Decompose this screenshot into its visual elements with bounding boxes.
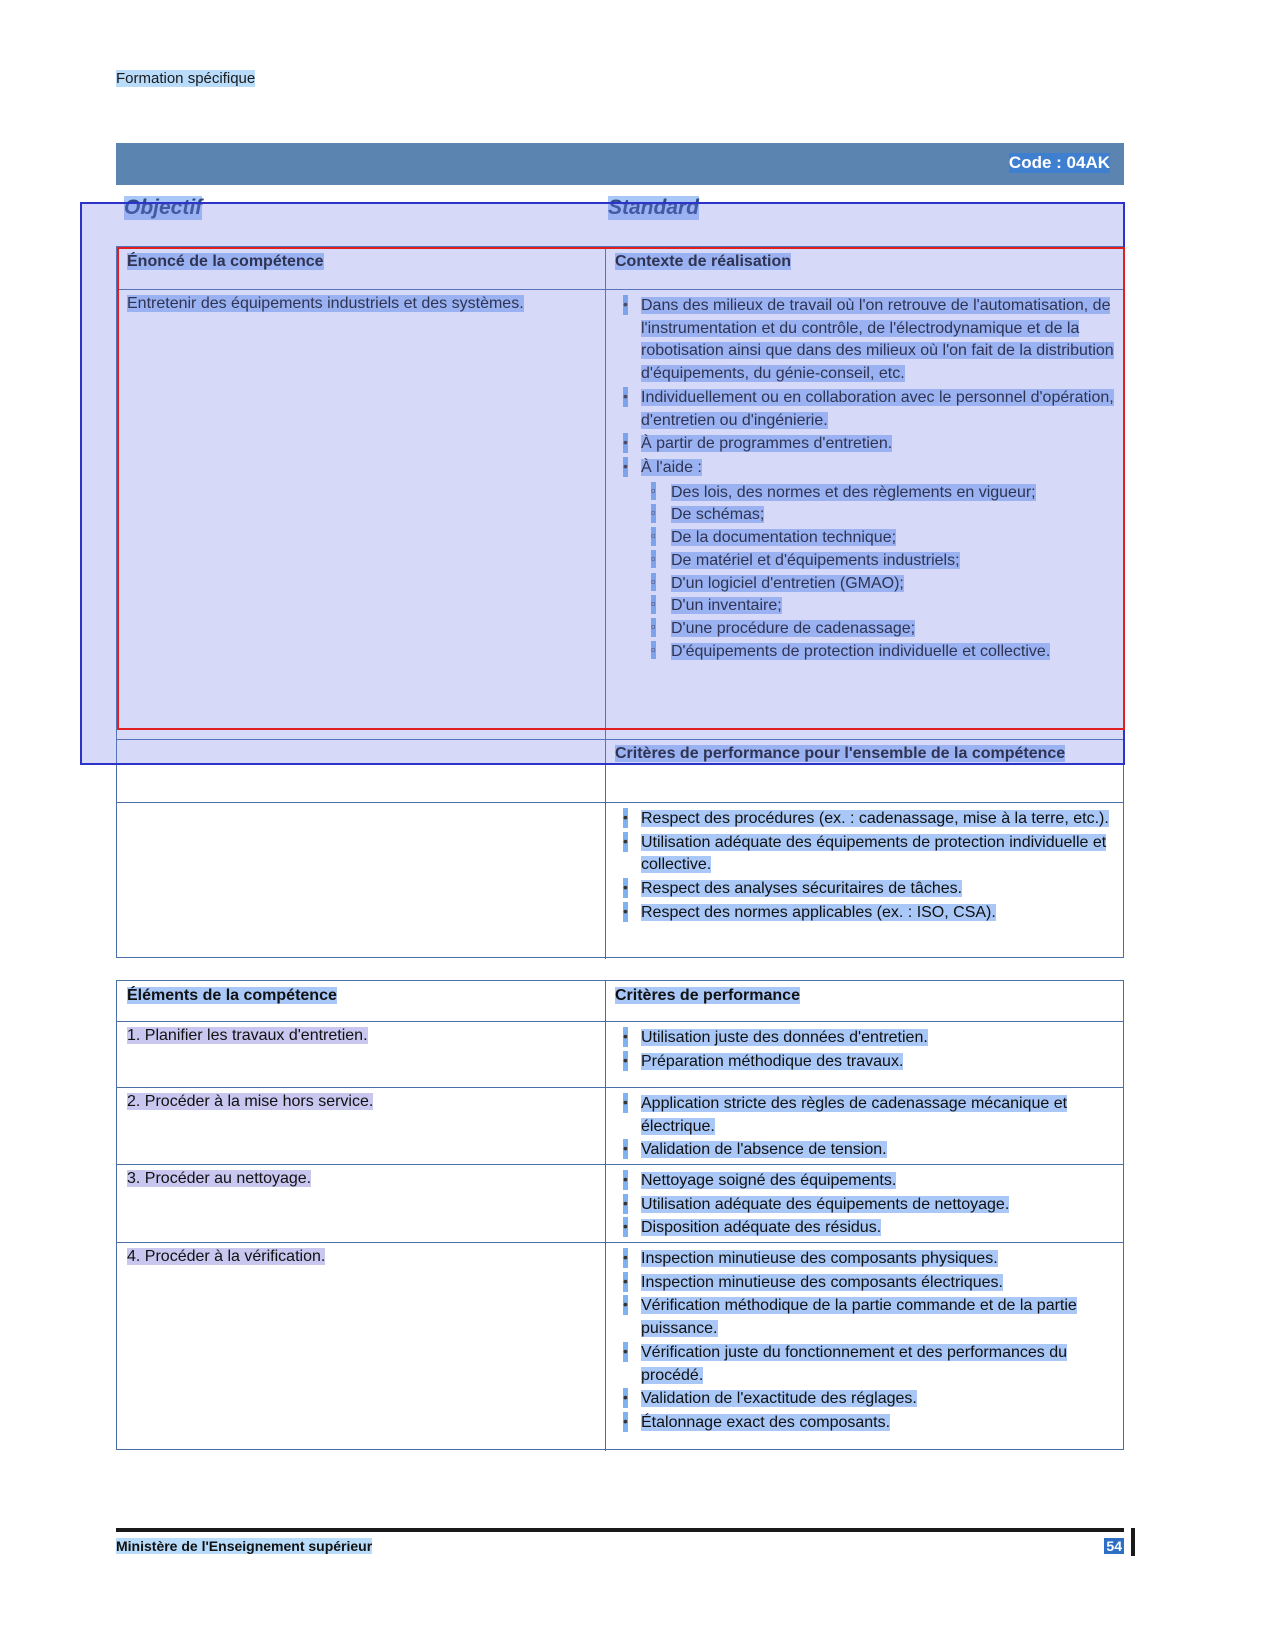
- cell-empty: [117, 802, 605, 959]
- list-item: [615, 1248, 1115, 1271]
- contexte-item-text: À partir de programmes d'entretien.: [641, 435, 893, 453]
- list-item: [615, 1170, 1115, 1193]
- criteres-list: [615, 808, 1115, 925]
- elements-header-label: Éléments de la compétence: [127, 987, 337, 1004]
- contexte-subitem-text: D'un logiciel d'entretien (GMAO);: [671, 574, 904, 592]
- criteres-header-label: Critères de performance pour l'ensemble de la compétence: [615, 745, 1066, 762]
- criterion-text: Application stricte des règles de cadenassage mécanique et électrique.: [641, 1095, 1068, 1135]
- list-item: [615, 1412, 1115, 1435]
- list-item: [615, 1217, 1115, 1240]
- element-label: 3. Procéder au nettoyage.: [127, 1170, 312, 1187]
- cell-element: [117, 1242, 605, 1451]
- cell-enonce-header: [117, 247, 605, 289]
- cell-criteres2-header: [605, 981, 1125, 1021]
- list-item: [615, 1295, 1115, 1340]
- list-item: [615, 1272, 1115, 1295]
- contexte-item-text: À l'aide :: [641, 459, 702, 477]
- list-item: [641, 550, 1115, 573]
- cell-criteres-header: [605, 739, 1125, 802]
- criteria-list: [615, 1093, 1115, 1162]
- criterion-text: Vérification juste du fonctionnement et des performances du procédé.: [641, 1343, 1068, 1384]
- cell-element-criteria: [605, 1021, 1125, 1087]
- cell-element-criteria: [605, 1242, 1125, 1451]
- column-divider: [605, 981, 606, 1451]
- standard-heading: Standard: [608, 196, 700, 219]
- element-label: 1. Planifier les travaux d'entretien.: [127, 1027, 368, 1044]
- objectif-heading: Objectif: [124, 196, 203, 219]
- criterion-text: Inspection minutieuse des composants physiques.: [641, 1250, 998, 1267]
- list-item: [615, 295, 1115, 386]
- contexte-subitem-text: D'équipements de protection individuelle et collective.: [671, 642, 1051, 660]
- list-item: [641, 527, 1115, 550]
- list-item: [641, 641, 1115, 664]
- criteres2-header-label: Critères de performance: [615, 987, 800, 1004]
- cell-contexte-body: [605, 289, 1125, 739]
- cell-element-criteria: [605, 1164, 1125, 1242]
- cell-element: [117, 1164, 605, 1242]
- contexte-header-label: Contexte de réalisation: [615, 253, 792, 270]
- criterion-text: Utilisation adéquate des équipements de nettoyage.: [641, 1195, 1010, 1213]
- list-item: [615, 1194, 1115, 1217]
- list-item: [615, 1051, 1115, 1074]
- contexte-item-text: Individuellement ou en collaboration avec le personnel d'opération, d'entretien ou d'ingénierie.: [641, 388, 1114, 429]
- criteria-list: [615, 1027, 1115, 1073]
- objectif-standard-header: [116, 196, 1124, 236]
- list-item: [615, 832, 1115, 877]
- contexte-subitem-text: D'un inventaire;: [671, 597, 782, 615]
- list-item: [615, 433, 1115, 456]
- list-item: [615, 808, 1115, 831]
- criteria-list: [615, 1248, 1115, 1435]
- list-item: [641, 573, 1115, 596]
- contexte-item-text: Dans des milieux de travail où l'on retrouve de l'automatisation, de l'instrumentation et du contrôle, de l'électrodynamique et de la robotisation ainsi que dans des milieux où l'on fait de la distribution d'équipements, du génie-conseil, etc.: [641, 297, 1114, 383]
- criterion-text: Nettoyage soigné des équipements.: [641, 1172, 897, 1189]
- contexte-list: [615, 295, 1115, 664]
- contexte-subitem-text: D'une procédure de cadenassage;: [671, 620, 916, 638]
- enonce-header-label: Énoncé de la compétence: [127, 253, 324, 270]
- cell-element-criteria: [605, 1087, 1125, 1164]
- cell-contexte-header: [605, 247, 1125, 289]
- list-item: [615, 878, 1115, 901]
- critere-text: Respect des procédures (ex. : cadenassage, mise à la terre, etc.).: [641, 810, 1109, 827]
- footer-ministry-label: Ministère de l'Enseignement supérieur: [116, 1538, 373, 1554]
- list-item: [615, 1342, 1115, 1387]
- critere-text: Utilisation adéquate des équipements de protection individuelle et collective.: [641, 833, 1107, 874]
- code-banner: [116, 143, 1124, 185]
- list-item: [615, 1093, 1115, 1138]
- critere-text: Respect des analyses sécuritaires de tâches.: [641, 880, 963, 898]
- elements-table: [116, 980, 1124, 1450]
- contexte-subitem-text: De matériel et d'équipements industriels;: [671, 551, 960, 569]
- cell-enonce-body: [117, 289, 605, 739]
- cell-element: [117, 1087, 605, 1164]
- criterion-text: Étalonnage exact des composants.: [641, 1414, 891, 1432]
- criterion-text: Utilisation juste des données d'entretien.: [641, 1029, 928, 1046]
- contexte-subitem-text: De schémas;: [671, 506, 765, 524]
- element-label: 4. Procéder à la vérification.: [127, 1248, 326, 1265]
- contexte-sublist: [641, 482, 1115, 664]
- cell-criteres-body: [605, 802, 1125, 959]
- list-item: [615, 1027, 1115, 1050]
- competence-table: [116, 246, 1124, 958]
- criterion-text: Validation de l'exactitude des réglages.: [641, 1390, 917, 1408]
- criterion-text: Préparation méthodique des travaux.: [641, 1052, 904, 1070]
- competence-statement: Entretenir des équipements industriels et des systèmes.: [127, 295, 524, 312]
- footer-rule: [116, 1528, 1124, 1532]
- list-item: [641, 504, 1115, 527]
- list-item: [615, 387, 1115, 432]
- list-item: [615, 902, 1115, 925]
- critere-text: Respect des normes applicables (ex. : ISO, CSA).: [641, 903, 996, 921]
- page-header-label: Formation spécifique: [116, 70, 256, 87]
- list-item: [641, 482, 1115, 505]
- element-label: 2. Procéder à la mise hors service.: [127, 1093, 374, 1110]
- list-item: [641, 618, 1115, 641]
- column-divider: [605, 247, 606, 959]
- footer-side-rule: [1131, 1528, 1135, 1556]
- cell-empty: [117, 739, 605, 802]
- criterion-text: Validation de l'absence de tension.: [641, 1141, 887, 1159]
- contexte-subitem-text: De la documentation technique;: [671, 529, 897, 547]
- list-item: [641, 595, 1115, 618]
- list-item: [615, 1388, 1115, 1411]
- contexte-subitem-text: Des lois, des normes et des règlements en vigueur;: [671, 483, 1036, 501]
- page-number: 54: [1106, 1538, 1122, 1554]
- criterion-text: Disposition adéquate des résidus.: [641, 1219, 882, 1237]
- list-item: [615, 1139, 1115, 1162]
- criterion-text: Vérification méthodique de la partie commande et de la partie puissance.: [641, 1297, 1077, 1338]
- cell-elements-header: [117, 981, 605, 1021]
- list-item: [615, 457, 1115, 663]
- cell-element: [117, 1021, 605, 1087]
- criterion-text: Inspection minutieuse des composants électriques.: [641, 1273, 1003, 1291]
- criteria-list: [615, 1170, 1115, 1240]
- code-label: Code : 04AK: [1008, 153, 1110, 172]
